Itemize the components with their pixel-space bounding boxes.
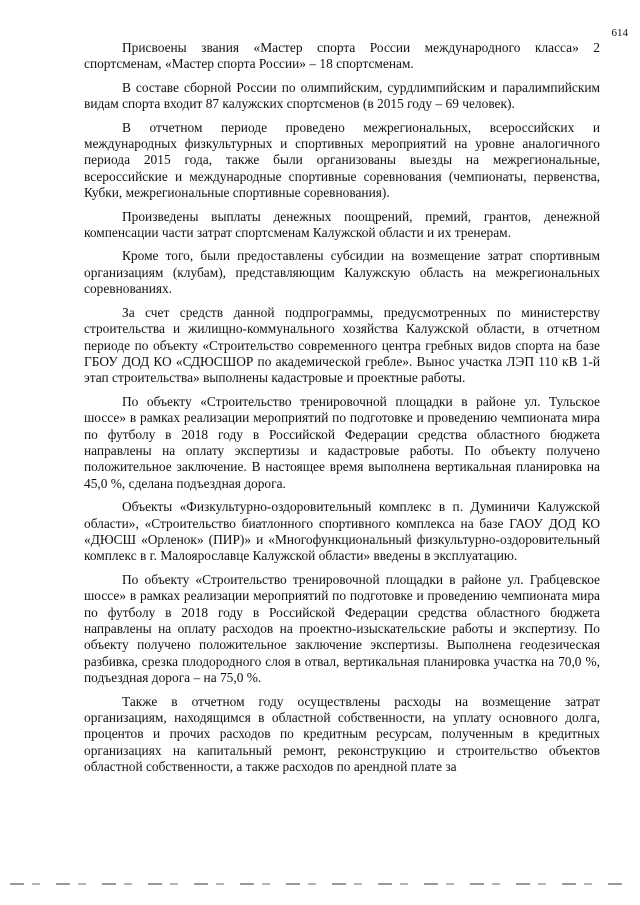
paragraph: Объекты «Физкультурно-оздоровительный комплекс в п. Думиничи Калужской области», «Строительство биатлонного спортивного комплекса на базе ГАОУ ДОД КО «ДЮСШ «Орленок» (ПИР)» и «Многофункциональный физкультурно-оздоровительный комплекс в г. Малоярославце Калужской области» введены в эксплуатацию.	[84, 499, 600, 564]
page-number: 614	[611, 27, 628, 39]
paragraph: Присвоены звания «Мастер спорта России международного класса» 2 спортсменам, «Мастер спорта России» – 18 спортсменам.	[84, 40, 600, 72]
paragraph: За счет средств данной подпрограммы, предусмотренных по министерству строительства и жилищно-коммунального хозяйства Калужской области, в отчетном периоде по объекту «Строительство современного центра гребных видов спорта на базе ГБОУ ДОД КО «СДЮСШОР по академической гребле». Вынос участка ЛЭП 110 кВ 1-й этап строительства» выполнены кадастровые и проектные работы.	[84, 304, 600, 386]
paragraph: В составе сборной России по олимпийским, сурдлимпийским и паралимпийским видам спорта входит 87 калужских спортсменов (в 2015 году – 69 человек).	[84, 79, 600, 112]
scan-edge-artifact	[10, 883, 630, 885]
paragraph: В отчетном периоде проведено межрегиональных, всероссийских и международных физкультурных и спортивных мероприятий на уровне аналогичного периода 2015 года, также были организованы выезды на межрегиональные, всероссийские и международные спортивные соревнования (чемпионаты, первенства, Кубки, межрегиональные спортивные соревнования).	[84, 119, 600, 201]
document-body	[84, 40, 600, 783]
paragraph: По объекту «Строительство тренировочной площадки в районе ул. Грабцевское шоссе» в рамках реализации мероприятий по подготовке и проведению чемпионата мира по футболу в 2018 году в Российской Федерации средства областного бюджета направлены на оплату расходов на проектно-изыскательские работы и экспертизу. По объекту получено положительное заключение экспертизы. Выполнена геодезическая разбивка, срезка плодородного слоя в отвал, вертикальная планировка участка на 70,0 %, подъездная дорога – на 75,0 %.	[84, 571, 600, 686]
paragraph: Кроме того, были предоставлены субсидии на возмещение затрат спортивным организациям (клубам), представляющим Калужскую область на межрегиональных соревнованиях.	[84, 248, 600, 297]
paragraph: Произведены выплаты денежных поощрений, премий, грантов, денежной компенсации части затрат спортсменам Калужской области и их тренерам.	[84, 208, 600, 241]
paragraph: Также в отчетном году осуществлены расходы на возмещение затрат организациям, находящимся в областной собственности, на уплату основного долга, процентов и прочих расходов по кредитным ресурсам, полученным в кредитных организациях на капитальный ремонт, реконструкцию и строительство объектов областной собственности, а также расходов по арендной плате за	[84, 693, 600, 775]
paragraph: По объекту «Строительство тренировочной площадки в районе ул. Тульское шоссе» в рамках реализации мероприятий по подготовке и проведению чемпионата мира по футболу в 2018 году в Российской Федерации средства областного бюджета направлены на оплату экспертизы и кадастровые работы. По объекту получено положительное заключение. В настоящее время выполнена вертикальная планировка на 45,0 %, сделана подъездная дорога.	[84, 393, 600, 491]
